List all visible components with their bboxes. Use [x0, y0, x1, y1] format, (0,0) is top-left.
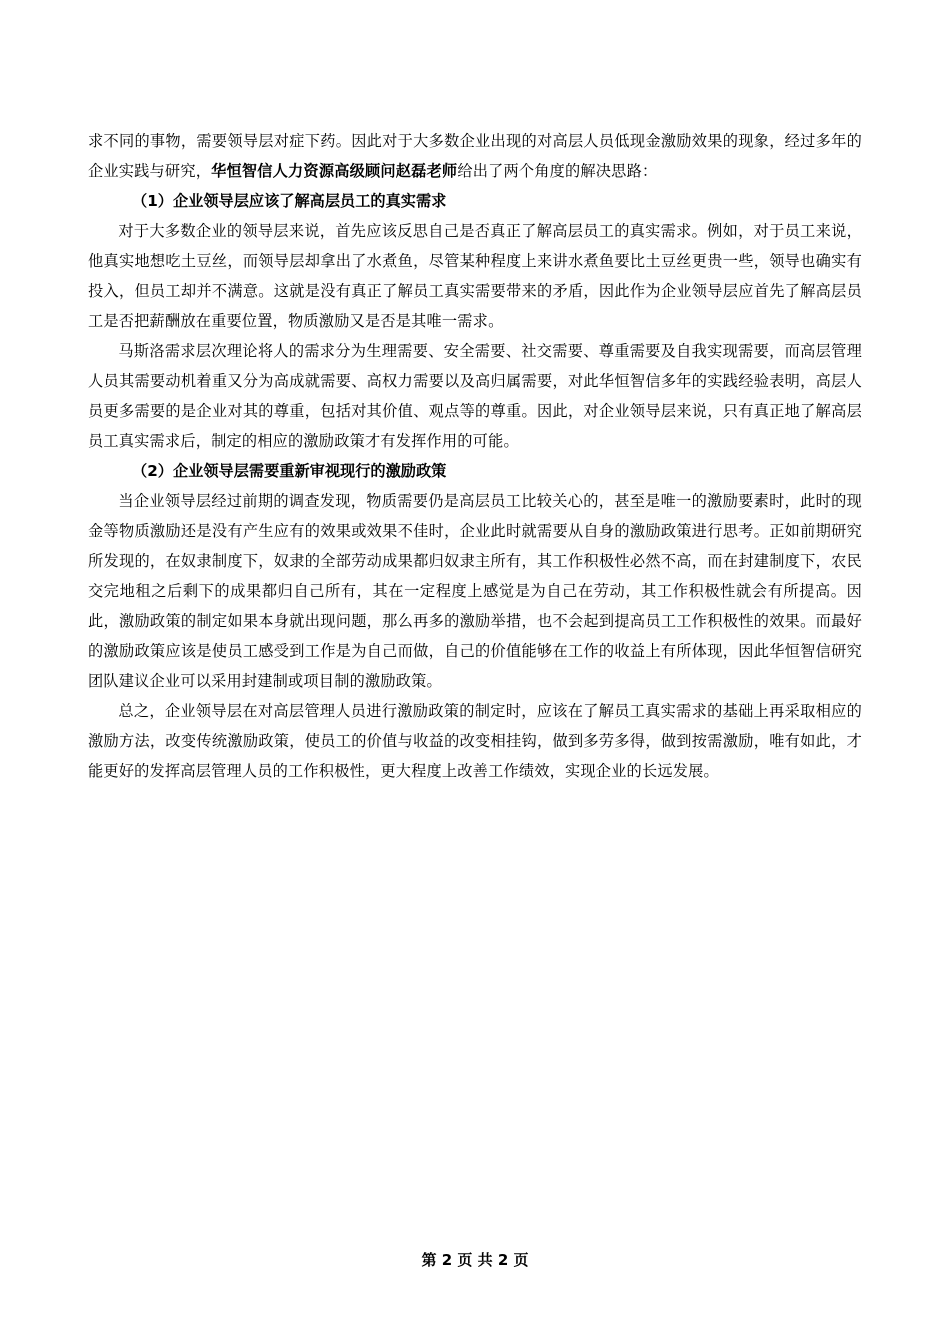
intro-text: 求不同的事物，需要领导层对症下药。因此对于大多数企业出现的对高层人员低现金激励效果的现象，经过多年的企业实践与研究，: [88, 132, 862, 180]
paragraph-maslow: 马斯洛需求层次理论将人的需求分为生理需要、安全需要、社交需要、尊重需要及自我实现需要，而高层管理人员其需要动机着重又分为高成就需要、高权力需要以及高归属需要，对此华恒智信多年的实践经验表明，高层人员更多需要的是企业对其的尊重，包括对其价值、观点等的尊重。因此，对企业领导层来说，只有真正地了解高层员工真实需求后，制定的相应的激励政策才有发挥作用的可能。: [88, 342, 862, 450]
intro-text-end: 给出了两个角度的解决思路：: [457, 162, 658, 180]
paragraph-intro: [88, 126, 862, 186]
section-heading-1: （1）企业领导层应该了解高层员工的真实需求: [132, 192, 447, 210]
consultant-name: 华恒智信人力资源高级顾问赵磊老师: [211, 162, 458, 180]
document-body: [88, 126, 862, 786]
paragraph-conclusion: 总之，企业领导层在对高层管理人员进行激励政策的制定时，应该在了解员工真实需求的基础上再采取相应的激励方法，改变传统激励政策，使员工的价值与收益的改变相挂钩，做到多劳多得，做到按需激励，唯有如此，才能更好的发挥高层管理人员的工作积极性，更大程度上改善工作绩效，实现企业的长远发展。: [88, 702, 862, 780]
section-heading-2: （2）企业领导层需要重新审视现行的激励政策: [132, 462, 447, 480]
paragraph-needs: 对于大多数企业的领导层来说，首先应该反思自己是否真正了解高层员工的真实需求。例如，对于员工来说，他真实地想吃土豆丝，而领导层却拿出了水煮鱼，尽管某种程度上来讲水煮鱼要比土豆丝更贵一些，领导也确实有投入，但员工却并不满意。这就是没有真正了解员工真实需要带来的矛盾，因此作为企业领导层应首先了解高层员工是否把薪酬放在重要位置，物质激励又是否是其唯一需求。: [88, 222, 862, 330]
paragraph-policy: 当企业领导层经过前期的调查发现，物质需要仍是高层员工比较关心的，甚至是唯一的激励要素时，此时的现金等物质激励还是没有产生应有的效果或效果不佳时，企业此时就需要从自身的激励政策进行思考。正如前期研究所发现的，在奴隶制度下，奴隶的全部劳动成果都归奴隶主所有，其工作积极性必然不高，而在封建制度下，农民交完地租之后剩下的成果都归自己所有，其在一定程度上感觉是为自己在劳动，其工作积极性就会有所提高。因此，激励政策的制定如果本身就出现问题，那么再多的激励举措，也不会起到提高员工工作积极性的效果。而最好的激励政策应该是使员工感受到工作是为自己而做，自己的价值能够在工作的收益上有所体现，因此华恒智信研究团队建议企业可以采用封建制或项目制的激励政策。: [88, 492, 862, 690]
page-number: 第 2 页 共 2 页: [421, 1251, 529, 1269]
